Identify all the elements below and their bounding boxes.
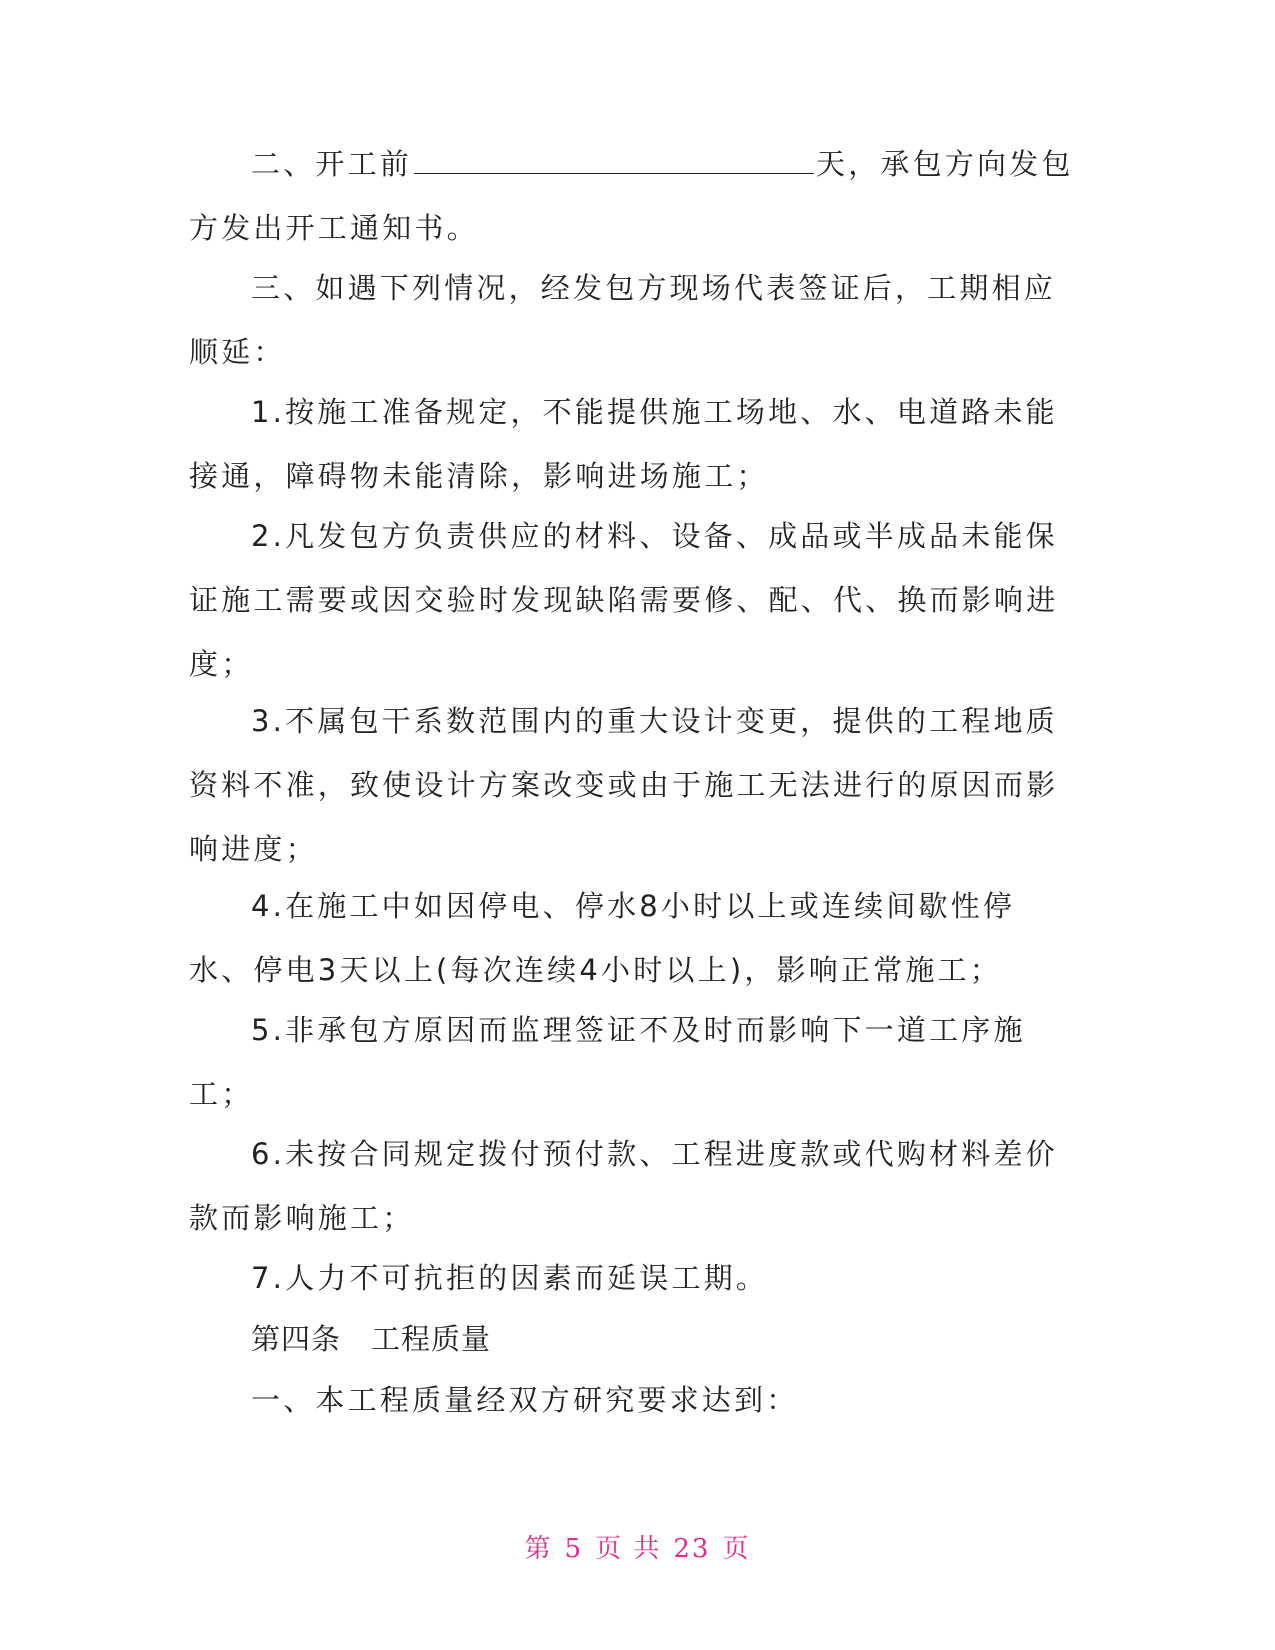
start-notice-prefix: 二、开工前 bbox=[251, 147, 413, 181]
paragraph-extension-conditions: 三、如遇下列情况，经发包方现场代表签证后，工期相应顺延： bbox=[189, 271, 1057, 369]
paragraph-start-notice bbox=[189, 132, 1079, 260]
footer-label-of: 页 共 bbox=[595, 1534, 662, 1564]
list-item-4: 4.在施工中如因停电、停水8小时以上或连续间歇性停水、停电3天以上(每次连续4小时以上)，影响正常施工； bbox=[189, 889, 1016, 987]
footer-total-pages: 23 bbox=[673, 1534, 711, 1564]
footer-label-pages: 页 bbox=[722, 1534, 751, 1564]
list-item-2: 2.凡发包方负责供应的材料、设备、成品或半成品未能保证施工需要或因交验时发现缺陷需要修、配、代、换而影响进度； bbox=[189, 519, 1059, 681]
start-notice-suffix: 天，承包方向发包方发出开工通知书。 bbox=[189, 147, 1074, 245]
list-item-7: 7.人力不可抗拒的因素而延误工期。 bbox=[251, 1261, 769, 1295]
list-item-6: 6.未按合同规定拨付预付款、工程进度款或代购材料差价款而影响施工； bbox=[189, 1137, 1058, 1235]
footer-label-page: 第 bbox=[524, 1534, 553, 1564]
list-item-5: 5.非承包方原因而监理签证不及时而影响下一道工序施工； bbox=[189, 1013, 1026, 1111]
paragraph-quality-requirement: 一、本工程质量经双方研究要求达到： bbox=[251, 1383, 799, 1417]
article-number: 第四条 bbox=[251, 1322, 342, 1356]
list-item-1: 1.按施工准备规定，不能提供施工场地、水、电道路未能接通，障碍物未能清除，影响进场施工； bbox=[189, 395, 1058, 493]
list-item-3: 3.不属包干系数范围内的重大设计变更，提供的工程地质资料不准，致使设计方案改变或由于施工无法进行的原因而影响进度； bbox=[189, 704, 1059, 866]
page-footer bbox=[0, 1528, 1275, 1565]
footer-current-page: 5 bbox=[564, 1534, 584, 1564]
article-heading bbox=[189, 1307, 1079, 1371]
article-title: 工程质量 bbox=[371, 1322, 492, 1356]
days-blank-line bbox=[414, 147, 814, 174]
